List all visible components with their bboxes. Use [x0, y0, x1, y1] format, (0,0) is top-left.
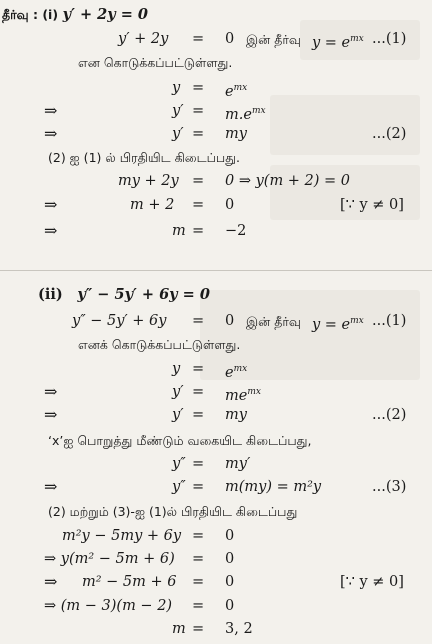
part1-line1-rhs: 0 — [225, 31, 235, 47]
part2-r7-rhs: 0 — [225, 551, 235, 567]
part2-r6-rhs: 0 — [225, 528, 235, 544]
part2-r9-eq: = — [192, 598, 205, 614]
part2-r2-arrow: ⇒ — [44, 382, 58, 401]
part1-r6-arrow: ⇒ — [44, 221, 58, 240]
part2-r9-lhs: ⇒ (m − 3)(m − 2) — [44, 598, 173, 614]
part2-r2-rhs: $me^{mx}$ — [225, 387, 261, 404]
part1-heading-equation: y′ + 2y = 0 — [62, 6, 149, 23]
part1-r3-eq: = — [192, 126, 205, 142]
part2-r10-lhs: m — [172, 621, 186, 637]
part1-line1-eq: = — [192, 31, 205, 47]
part2-r6-eq: = — [192, 528, 205, 544]
part1-r6-lhs: m — [172, 223, 186, 239]
part2-r8-arrow: ⇒ — [44, 572, 58, 591]
section-divider — [0, 270, 432, 271]
part1-r3-rhs: my — [225, 126, 247, 142]
part1-r1-lhs: y — [172, 80, 181, 96]
part2-r4-lhs: y″ — [172, 456, 186, 472]
part1-r3-lhs: y′ — [172, 126, 184, 142]
part2-line1-lhs: y″ − 5y′ + 6y — [72, 313, 167, 329]
part2-r5-rhs: m(my) = m²y — [225, 479, 322, 495]
part1-line1-text: இன் தீர்வு — [246, 32, 301, 47]
part1-r6-eq: = — [192, 223, 205, 239]
part1-r2-lhs: y′ — [172, 103, 184, 119]
part2-r3-lhs: y′ — [172, 407, 184, 423]
part2-r3-tag: ...(2) — [372, 407, 407, 423]
part2-r1-lhs: y — [172, 361, 181, 377]
part2-heading-equation: y″ − 5y′ + 6y = 0 — [77, 286, 210, 303]
part1-heading-label: தீர்வு : (i) — [2, 7, 59, 22]
part2-line1-tag: ...(1) — [372, 313, 407, 329]
part2-given-text: எனக் கொடுக்கப்பட்டுள்ளது. — [78, 337, 241, 352]
part1-r3-arrow: ⇒ — [44, 124, 58, 143]
part1-r6-rhs: −2 — [225, 223, 247, 239]
part2-line1-eq: = — [192, 313, 205, 329]
part2-r10-rhs: 3, 2 — [225, 621, 253, 637]
part2-r7-lhs: ⇒ y(m² − 5m + 6) — [44, 551, 175, 567]
part2-heading — [38, 286, 210, 304]
part2-r4-rhs: my′ — [225, 456, 251, 472]
part1-r5-eq: = — [192, 197, 205, 213]
part1-r1-rhs: $e^{mx}$ — [225, 83, 248, 100]
part2-r4-eq: = — [192, 456, 205, 472]
part2-diff-text: ‘x’ஐ பொறுத்து மீண்டும் வகையிட கிடைப்பது, — [48, 433, 312, 448]
part1-r4-rhs: 0 ⇒ y(m + 2) = 0 — [225, 173, 351, 189]
part2-r5-arrow: ⇒ — [44, 477, 58, 496]
part1-r5-lhs: m + 2 — [130, 197, 175, 213]
part2-r5-eq: = — [192, 479, 205, 495]
part2-r8-note: [∵ y ≠ 0] — [340, 574, 404, 590]
part2-r10-eq: = — [192, 621, 205, 637]
part1-r1-eq: = — [192, 80, 205, 96]
part1-r3-tag: ...(2) — [372, 126, 407, 142]
part2-line1-rhs: 0 — [225, 313, 235, 329]
part2-r3-eq: = — [192, 407, 205, 423]
part1-given-text: என கொடுக்கப்பட்டுள்ளது. — [78, 55, 233, 70]
part2-r8-rhs: 0 — [225, 574, 235, 590]
part2-r7-eq: = — [192, 551, 205, 567]
part2-r9-rhs: 0 — [225, 598, 235, 614]
part2-r8-lhs: m² − 5m + 6 — [82, 574, 177, 590]
part2-r6-lhs: m²y − 5my + 6y — [62, 528, 182, 544]
part2-line1-solution: $y = e^{mx}$ — [312, 316, 364, 333]
part1-line1-solution: $y = e^{mx}$ — [312, 34, 364, 51]
part2-r3-arrow: ⇒ — [44, 405, 58, 424]
part1-r5-rhs: 0 — [225, 197, 235, 213]
part1-r4-lhs: my + 2y — [118, 173, 179, 189]
part2-r2-lhs: y′ — [172, 384, 184, 400]
part2-r3-rhs: my — [225, 407, 247, 423]
part2-r1-eq: = — [192, 361, 205, 377]
part1-line1-lhs: y′ + 2y — [118, 31, 169, 47]
part2-r8-eq: = — [192, 574, 205, 590]
part2-heading-label: (ii) — [38, 286, 63, 303]
part1-r2-eq: = — [192, 103, 205, 119]
part2-subst-text: (2) மற்றும் (3)-ஐ (1)ல் பிரதியிட கிடைப்பது — [48, 504, 298, 519]
part1-r5-note: [∵ y ≠ 0] — [340, 197, 404, 213]
part1-heading — [2, 6, 148, 24]
part1-r2-rhs: $m.e^{mx}$ — [225, 106, 266, 123]
part1-r4-eq: = — [192, 173, 205, 189]
part2-r1-rhs: $e^{mx}$ — [225, 364, 248, 381]
part1-r2-arrow: ⇒ — [44, 101, 58, 120]
part2-r2-eq: = — [192, 384, 205, 400]
part2-r5-lhs: y″ — [172, 479, 186, 495]
part2-r5-tag: ...(3) — [372, 479, 407, 495]
part2-line1-text: இன் தீர்வு — [246, 314, 301, 329]
part1-subst-text: (2) ஐ (1) ல் பிரதியிட கிடைப்பது. — [48, 150, 241, 165]
part1-line1-tag: ...(1) — [372, 31, 407, 47]
part1-r5-arrow: ⇒ — [44, 195, 58, 214]
